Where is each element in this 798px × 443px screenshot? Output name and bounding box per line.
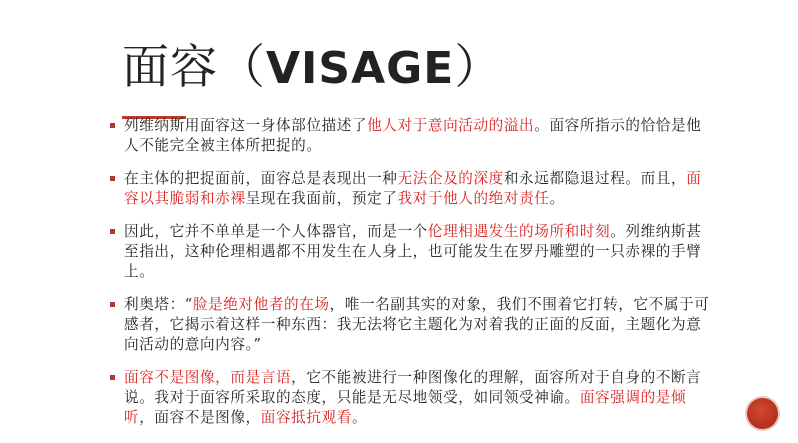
text-run-highlight: 面容抵抗观看 bbox=[260, 409, 352, 426]
text-run-highlight: 伦理相遇发生的场所和时刻 bbox=[427, 223, 611, 240]
text-run: ，面容不是图像， bbox=[139, 409, 261, 426]
bullet-text bbox=[124, 117, 701, 154]
bullet-item bbox=[110, 368, 710, 428]
bullet-item bbox=[110, 169, 710, 209]
bullet-square-icon bbox=[110, 176, 115, 181]
bullet-text bbox=[124, 223, 701, 280]
bullet-square-icon bbox=[110, 302, 115, 307]
bullet-item bbox=[110, 295, 710, 355]
slide-title-close-paren: ） bbox=[454, 40, 503, 95]
bullet-square-icon bbox=[110, 375, 115, 380]
text-run-highlight: 面容不是图像，而是言语 bbox=[124, 369, 292, 386]
text-run: ，它不能被进行一种图像化的理解，面容所对于自身的不断言说。我对于面容所采取的态度，只能是无尽地领受，如同领受神谕。 bbox=[124, 369, 702, 406]
text-run: 因此，它并不单单是一个人体器官，而是一个 bbox=[124, 223, 428, 240]
text-run: 。列维纳斯甚至指出，这种伦理相遇都不用发生在人身上，也可能发生在罗丹雕塑的一只赤裸的手臂上。 bbox=[124, 223, 702, 280]
text-run-highlight: 面容以其脆弱和赤裸 bbox=[124, 170, 702, 207]
text-run: ，唯一名副其实的对象，我们不围着它打转，它不属于可感者，它揭示着这样一种东西：我无法将它主题化为对着我的正面的反面，主题化为意向活动的意向内容。” bbox=[124, 296, 710, 353]
bullet-item bbox=[110, 222, 710, 282]
slide-title-latin: VISAGE bbox=[266, 43, 455, 94]
bullet-text bbox=[124, 296, 709, 353]
bullet-text bbox=[124, 369, 701, 426]
text-run: 和永远都隐退过程。而且， bbox=[503, 170, 687, 187]
slide-title-cn: 面容 bbox=[122, 40, 218, 95]
text-run: 。 bbox=[351, 409, 368, 426]
text-run-highlight: 我对于他人的绝对责任 bbox=[397, 190, 550, 207]
text-run-highlight: 无法企及的深度 bbox=[397, 170, 504, 187]
text-run-highlight: 他人对于意向活动的溢出 bbox=[367, 117, 535, 134]
next-slide-circle-icon[interactable] bbox=[747, 398, 778, 429]
text-run: 在主体的把捉面前，面容总是表现出一种 bbox=[124, 170, 398, 187]
text-run-highlight: 脸是绝对他者的在场 bbox=[192, 296, 330, 313]
bullet-text bbox=[124, 170, 701, 207]
text-run: 利奥塔：“ bbox=[124, 296, 193, 313]
slide-title-open-paren: （ bbox=[218, 40, 266, 95]
slide-title bbox=[122, 30, 502, 97]
bullet-list bbox=[110, 116, 710, 441]
text-run-highlight: 面容强调的是倾听 bbox=[124, 389, 687, 426]
bullet-square-icon bbox=[110, 229, 115, 234]
text-run: 。 bbox=[549, 190, 565, 207]
text-run: 呈现在我面前，预定了 bbox=[245, 190, 398, 207]
text-run: 。面容所指示的恰恰是他人不能完全被主体所把捉的。 bbox=[124, 117, 702, 154]
text-run: 列维纳斯用面容这一身体部位描述了 bbox=[124, 117, 368, 134]
bullet-square-icon bbox=[110, 123, 115, 128]
bullet-item bbox=[110, 116, 710, 156]
